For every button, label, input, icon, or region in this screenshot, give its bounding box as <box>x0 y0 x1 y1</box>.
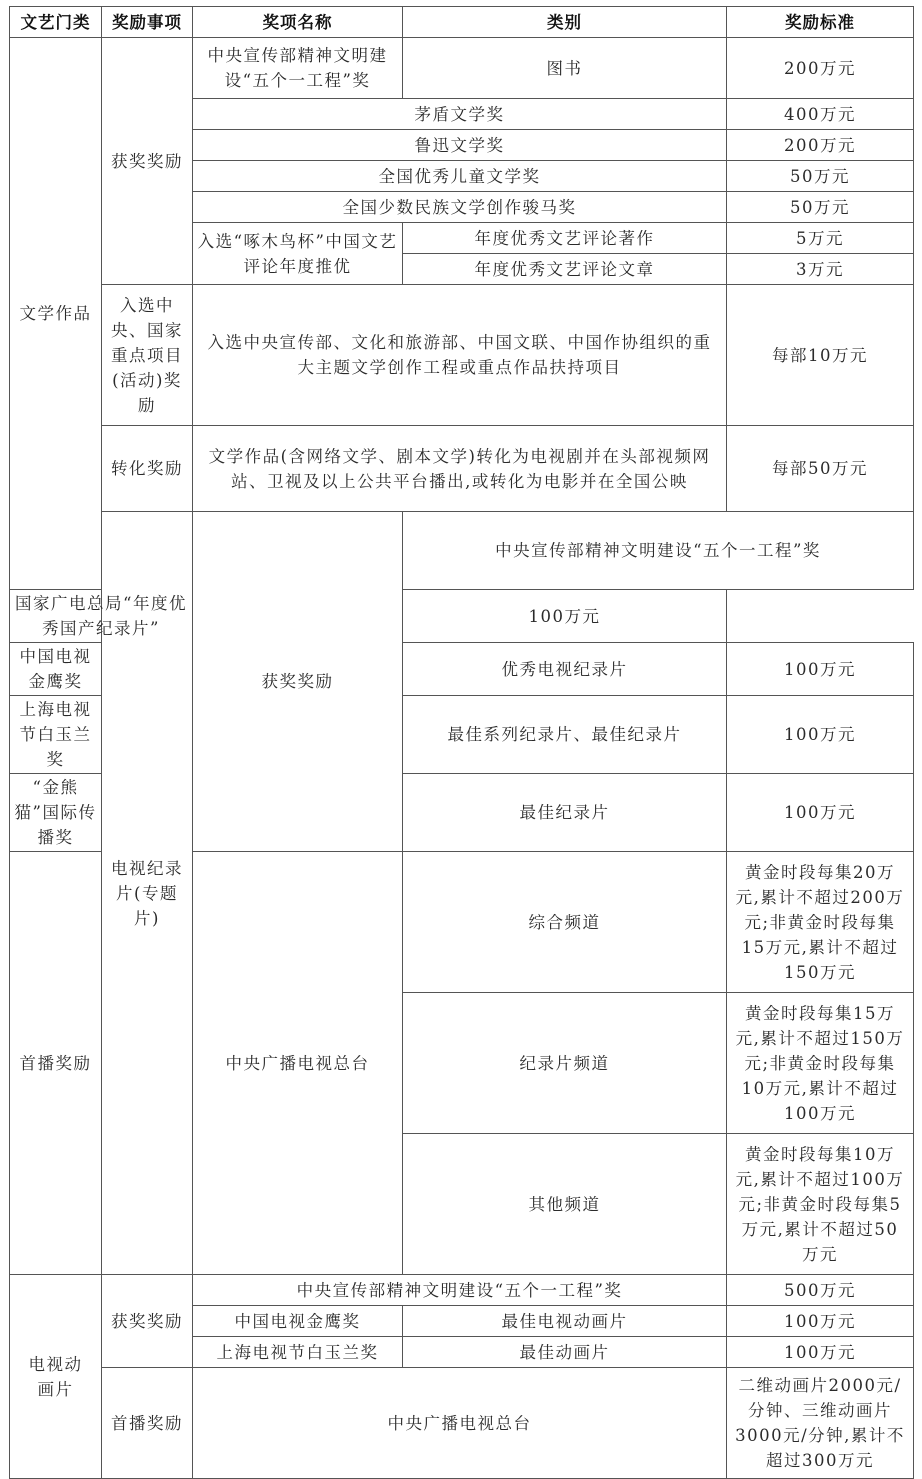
broadcaster: 中央广播电视总台 <box>193 852 403 1275</box>
award-name: 中央宣传部精神文明建设“五个一工程”奖 <box>193 1275 727 1306</box>
award-amount: 200万元 <box>727 130 914 161</box>
award-type: 图书 <box>403 38 727 99</box>
header-award-item: 奖励事项 <box>102 7 193 38</box>
award-name: 全国少数民族文学创作骏马奖 <box>193 192 727 223</box>
award-amount: 5万元 <box>727 223 914 254</box>
section-documentary-premiere: 首播奖励 <box>10 852 102 1275</box>
section-documentary-award: 获奖奖励 <box>193 512 403 852</box>
award-standards-table <box>9 6 914 1479</box>
header-category: 文艺门类 <box>10 7 102 38</box>
header-type: 类别 <box>403 7 727 38</box>
award-type: 最佳电视动画片 <box>403 1306 727 1337</box>
award-name: 上海电视节白玉兰奖 <box>193 1337 403 1368</box>
award-amount: 每部10万元 <box>727 285 914 426</box>
award-amount: 黄金时段每集10万元,累计不超过100万元;非黄金时段每集5万元,累计不超过50万元 <box>727 1134 914 1275</box>
award-amount: 100万元 <box>727 774 914 852</box>
category-literature: 文学作品 <box>10 38 102 590</box>
award-name: 国家广电总局“年度优秀国产纪录片” <box>10 590 193 643</box>
award-amount: 黄金时段每集15万元,累计不超过150万元;非黄金时段每集10万元,累计不超过100万元 <box>727 993 914 1134</box>
channel-name: 其他频道 <box>403 1134 727 1275</box>
award-amount: 黄金时段每集20万元,累计不超过200万元;非黄金时段每集15万元,累计不超过150万元 <box>727 852 914 993</box>
award-amount: 100万元 <box>403 590 727 643</box>
broadcaster: 中央广播电视总台 <box>193 1368 727 1479</box>
award-description: 入选中央宣传部、文化和旅游部、中国文联、中国作协组织的重大主题文学创作工程或重点作品扶持项目 <box>193 285 727 426</box>
award-type: 最佳系列纪录片、最佳纪录片 <box>403 696 727 774</box>
category-documentary: 电视纪录片(专题片) <box>102 512 193 1275</box>
award-name: 中国电视金鹰奖 <box>10 643 102 696</box>
award-type: 年度优秀文艺评论文章 <box>403 254 727 285</box>
section-conversion: 转化奖励 <box>102 426 193 512</box>
award-amount: 400万元 <box>727 99 914 130</box>
section-key-project: 入选中央、国家重点项目(活动)奖励 <box>102 285 193 426</box>
award-amount: 每部50万元 <box>727 426 914 512</box>
award-name: 茅盾文学奖 <box>193 99 727 130</box>
award-amount: 100万元 <box>727 696 914 774</box>
award-type: 年度优秀文艺评论著作 <box>403 223 727 254</box>
section-literature-award: 获奖奖励 <box>102 38 193 285</box>
award-amount: 3万元 <box>727 254 914 285</box>
award-name: 鲁迅文学奖 <box>193 130 727 161</box>
award-amount: 100万元 <box>727 643 914 696</box>
section-animation-award: 获奖奖励 <box>102 1275 193 1368</box>
award-name: 入选“啄木鸟杯”中国文艺评论年度推优 <box>193 223 403 285</box>
award-amount: 100万元 <box>727 1337 914 1368</box>
award-amount: 200万元 <box>727 38 914 99</box>
award-amount: 50万元 <box>727 161 914 192</box>
award-type: 最佳动画片 <box>403 1337 727 1368</box>
channel-name: 纪录片频道 <box>403 993 727 1134</box>
award-name: 中国电视金鹰奖 <box>193 1306 403 1337</box>
award-type: 最佳纪录片 <box>403 774 727 852</box>
header-standard: 奖励标准 <box>727 7 914 38</box>
award-description: 文学作品(含网络文学、剧本文学)转化为电视剧并在头部视频网站、卫视及以上公共平台播出,或转化为电影并在全国公映 <box>193 426 727 512</box>
award-amount: 二维动画片2000元/分钟、三维动画片3000元/分钟,累计不超过300万元 <box>727 1368 914 1479</box>
section-animation-premiere: 首播奖励 <box>102 1368 193 1479</box>
award-amount: 50万元 <box>727 192 914 223</box>
award-name: 上海电视节白玉兰奖 <box>10 696 102 774</box>
channel-name: 综合频道 <box>403 852 727 993</box>
category-animation: 电视动画片 <box>10 1275 102 1479</box>
award-name: 中央宣传部精神文明建设“五个一工程”奖 <box>403 512 914 590</box>
award-name: 全国优秀儿童文学奖 <box>193 161 727 192</box>
award-name: 中央宣传部精神文明建设“五个一工程”奖 <box>193 38 403 99</box>
award-name: “金熊猫”国际传播奖 <box>10 774 102 852</box>
award-amount: 500万元 <box>727 1275 914 1306</box>
header-award-name: 奖项名称 <box>193 7 403 38</box>
award-type: 优秀电视纪录片 <box>403 643 727 696</box>
award-amount: 100万元 <box>727 1306 914 1337</box>
